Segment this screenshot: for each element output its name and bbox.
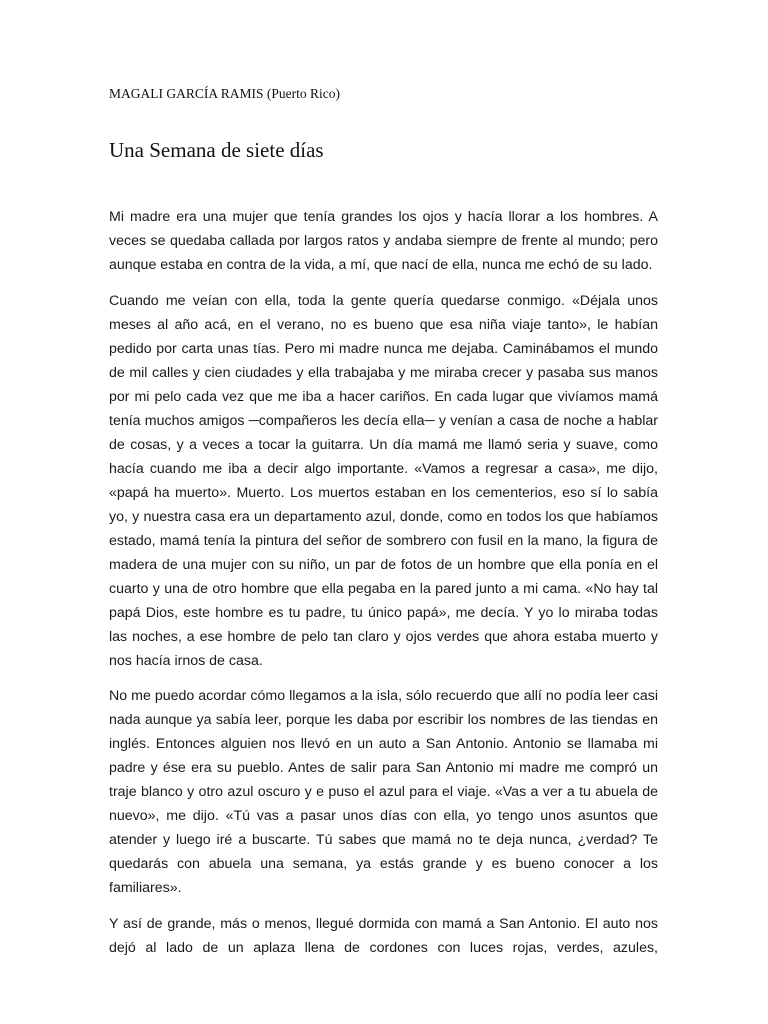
story-title: Una Semana de siete días [109,138,324,162]
paragraph-2: Cuando me veían con ella, toda la gente quería quedarse conmigo. «Déjala unos meses al año acá, en el verano, no es bueno que esa niña viaje tanto», le habían pedido por carta unas tías. Pero mi madre nunca me dejaba. Caminábamos el mundo de mil calles y cien ciudades y ella trabajaba y me miraba crecer y pasaba sus manos por mi pelo cada vez que me iba a hacer cariños. En cada lugar que vivíamos mamá tenía muchos amigos ─compañeros les decía ella─ y venían a casa de noche a hablar de cosas, y a veces a tocar la guitarra. Un día mamá me llamó seria y suave, como hacía cuando me iba a decir algo importante. «Vamos a regresar a casa», me dijo, «papá ha muerto». Muerto. Los muertos estaban en los cementerios, eso sí lo sabía yo, y nuestra casa era un departamento azul, donde, como en todos los que habíamos estado, mamá tenía la pintura del señor de sombrero con fusil en la mano, la figura de madera de una mujer con su niño, un par de fotos de un hombre que ella ponía en el cuarto y una de otro hombre que ella pegaba en la pared junto a mi cama. «No hay tal papá Dios, este hombre es tu padre, tu único papá», me decía. Y yo lo miraba todas las noches, a ese hombre de pelo tan claro y ojos verdes que ahora estaba muerto y nos hacía irnos de casa. [109,292,658,669]
paragraph-3: No me puedo acordar cómo llegamos a la isla, sólo recuerdo que allí no podía leer casi nada aunque ya sabía leer, porque les daba por escribir los nombres de las tiendas en inglés. Entonces alguien nos llevó en un auto a San Antonio. Antonio se llamaba mi padre y ése era su pueblo. Antes de salir para San Antonio mi madre me compró un traje blanco y otro azul oscuro y e puso el azul para el viaje. «Vas a ver a tu abuela de nuevo», me dijo. «Tú vas a pasar unos días con ella, yo tengo unos asuntos que atender y luego iré a buscarte. Tú sabes que mamá no te deja nunca, ¿verdad? Te quedarás con abuela una semana, ya estás grande y es bueno conocer a los familiares». [109,688,658,896]
story-body [109,205,658,971]
paragraph-4: Y así de grande, más o menos, llegué dormida con mamá a San Antonio. El auto nos dejó al lado de un aplaza llena de cordones con luces rojas, verdes, azules, [109,915,658,956]
paragraph-1: Mi madre era una mujer que tenía grandes los ojos y hacía llorar a los hombres. A veces se quedaba callada por largos ratos y andaba siempre de frente al mundo; pero aunque estaba en contra de la vida, a mí, que nací de ella, nunca me echó de su lado. [109,209,658,273]
author-line: MAGALI GARCÍA RAMIS (Puerto Rico) [109,86,340,101]
